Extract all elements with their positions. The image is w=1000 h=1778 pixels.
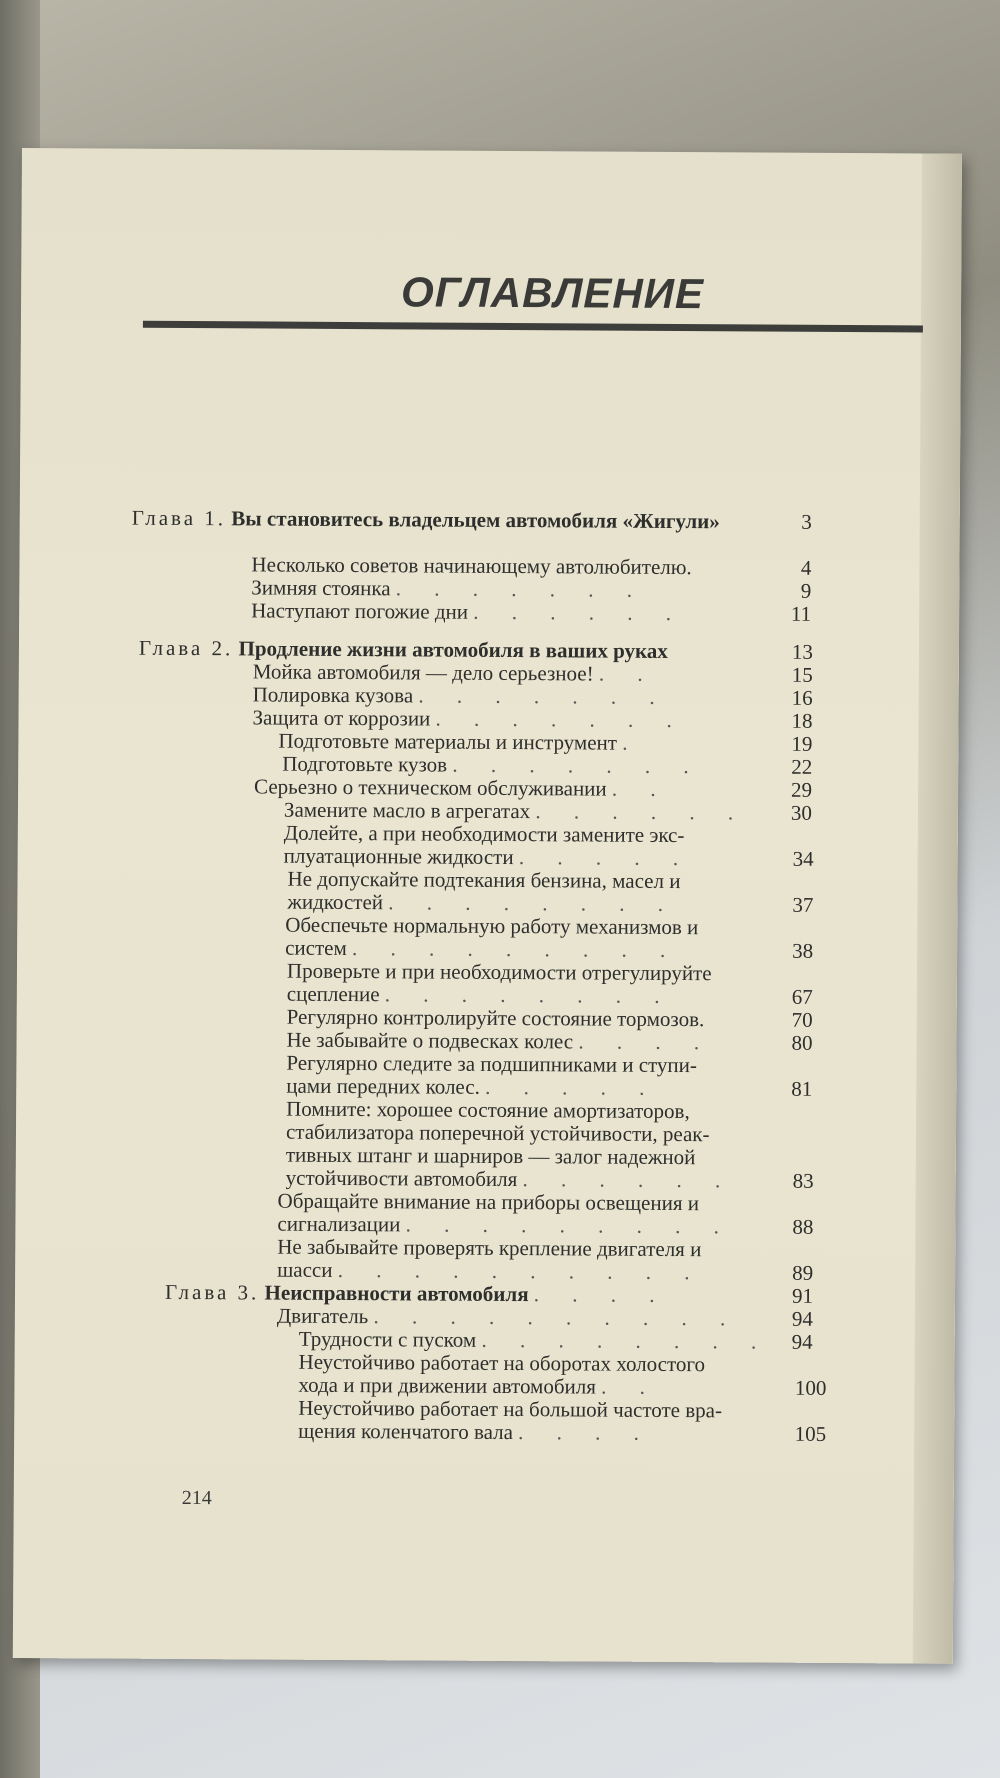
toc-page-number: 16 <box>791 685 813 710</box>
toc-page-number: 29 <box>791 777 813 802</box>
toc-item: Несколько советов начинающему автолюбителю. <box>251 552 692 580</box>
toc-item: устойчивости автомобиля . . . . . . <box>285 1165 735 1193</box>
toc-page-number: 15 <box>791 662 813 687</box>
toc-item: Замените масло в агрегатах . . . . . . <box>283 797 748 825</box>
chapter-label: Глава 3. <box>164 1279 260 1305</box>
toc-item: Регулярно контролируйте состояние тормозов. <box>286 1004 705 1032</box>
toc-item: Трудности с пуском . . . . . . . . <box>298 1326 771 1354</box>
chapter-title: Вы становитесь владельцем автомобиля «Жигули» <box>231 506 720 534</box>
toc-page-number: 105 <box>794 1421 827 1446</box>
toc-item-text: Серьезно о техническом обслуживании <box>254 774 607 801</box>
chapter-title: Продление жизни автомобиля в ваших руках <box>238 636 668 663</box>
toc-item: сигнализации . . . . . . . . . <box>277 1211 733 1239</box>
toc-item-text: Полировка кузова <box>252 682 414 708</box>
toc-item-text: Замените масло в агрегатах <box>283 797 531 824</box>
toc-item-text: Защита от коррозии <box>252 705 431 731</box>
toc-item-text: систем <box>285 935 347 960</box>
toc-item-text: Наступают погожие дни <box>251 598 469 624</box>
book-page <box>13 148 962 1664</box>
toc-item: Серьезно о техническом обслуживании . . <box>254 774 670 801</box>
toc-item-text: сцепление <box>286 981 380 1007</box>
toc-item-text: плуатационные жидкости <box>283 843 514 870</box>
chapter-title: Неисправности автомобиля <box>264 1280 529 1307</box>
toc-chapter-3: Глава 3. Неисправности автомобиля . . . . <box>164 1279 669 1307</box>
toc-item-text: Мойка автомобиля — дело серьезное! <box>252 659 594 686</box>
toc-item: шасси . . . . . . . . . . <box>277 1257 704 1285</box>
chapter-label: Глава 2. <box>138 635 234 661</box>
toc-item-text: шасси <box>277 1257 333 1282</box>
toc-item: Обеспечьте нормальную работу механизмов и <box>285 912 699 940</box>
toc-page-number: 13 <box>791 639 814 664</box>
page-number: 214 <box>181 1487 212 1510</box>
toc-item: плуатационные жидкости . . . . . <box>283 843 693 871</box>
toc-page-number: 94 <box>791 1329 813 1354</box>
toc-item: Регулярно следите за подшипниками и ступи- <box>286 1050 698 1078</box>
toc-item-text: цами передних колес. <box>286 1073 480 1099</box>
chapter-label: Глава 1. <box>131 505 227 531</box>
toc-item: Помните: хорошее состояние амортизаторов, <box>286 1096 690 1124</box>
table-of-contents <box>13 148 962 1664</box>
toc-item: Наступают погожие дни . . . . . . <box>251 598 686 626</box>
toc-item: Не забывайте о подвесках колес . . . . <box>286 1027 714 1055</box>
toc-page-number: 100 <box>794 1375 827 1400</box>
toc-page-number: 22 <box>791 754 813 779</box>
page-title: ОГЛАВЛЕНИЕ <box>400 268 705 318</box>
toc-page-number: 81 <box>791 1076 813 1101</box>
toc-item: щения коленчатого вала . . . . <box>298 1418 654 1445</box>
toc-page-number: 70 <box>791 1007 813 1032</box>
toc-page-number: 91 <box>791 1283 814 1308</box>
toc-item: Проверьте и при необходимости отрегулируйте <box>286 958 712 986</box>
toc-item-text: Трудности с пуском <box>298 1326 477 1352</box>
toc-item: Не забывайте проверять крепление двигателя и <box>277 1234 702 1262</box>
toc-item: жидкостей . . . . . . . . <box>287 889 678 917</box>
toc-item-text: щения коленчатого вала <box>298 1418 514 1445</box>
toc-page-number: 3 <box>801 509 812 534</box>
toc-item-text: Двигатель <box>276 1303 369 1329</box>
toc-item: Мойка автомобиля — дело серьезное! . . <box>252 659 657 686</box>
toc-page-number: 19 <box>791 731 813 756</box>
toc-item: цами передних колес. . . . . . <box>286 1073 659 1100</box>
toc-item-text: Зимняя стоянка <box>251 575 391 601</box>
toc-item: хода и при движении автомобиля . . <box>298 1372 660 1399</box>
toc-item: Зимняя стоянка . . . . . . . <box>251 575 647 602</box>
toc-item: систем . . . . . . . . . <box>285 935 680 963</box>
toc-page-number: 37 <box>792 892 814 917</box>
toc-page-number: 88 <box>792 1214 814 1239</box>
toc-page-number: 11 <box>790 601 812 626</box>
toc-page-number: 4 <box>800 555 812 580</box>
toc-item: Долейте, а при необходимости замените экс- <box>283 820 685 848</box>
toc-item-text: жидкостей <box>287 889 384 915</box>
toc-page-number: 30 <box>790 800 813 825</box>
toc-page-number: 80 <box>791 1030 813 1055</box>
toc-page-number: 34 <box>792 846 814 871</box>
toc-page-number: 18 <box>791 708 813 733</box>
toc-item-text: Не забывайте о подвесках колес <box>286 1027 574 1054</box>
toc-item: сцепление . . . . . . . . <box>286 981 674 1008</box>
toc-page-number: 83 <box>792 1168 814 1193</box>
toc-item: Двигатель . . . . . . . . . . <box>276 1303 740 1331</box>
toc-item: Подготовьте кузов . . . . . . . <box>282 751 703 779</box>
toc-item-text: сигнализации <box>277 1211 401 1237</box>
toc-item: Неустойчиво работает на большой частоте вра- <box>298 1395 723 1423</box>
toc-item-text: Подготовьте материалы и инструмент <box>278 728 618 755</box>
toc-item-text: хода и при движении автомобиля <box>298 1372 597 1399</box>
toc-page-number: 89 <box>792 1260 814 1285</box>
toc-item-text: устойчивости автомобиля <box>285 1165 518 1192</box>
toc-item: Подготовьте материалы и инструмент . <box>278 728 642 755</box>
toc-item: Полировка кузова . . . . . . . <box>252 682 669 709</box>
toc-item: Неустойчиво работает на оборотах холостого <box>298 1349 706 1377</box>
toc-item: Защита от коррозии . . . . . . . <box>252 705 686 733</box>
toc-page-number: 67 <box>791 984 813 1009</box>
toc-item: Не допускайте подтекания бензина, масел и <box>287 866 681 894</box>
toc-page-number: 9 <box>800 578 812 603</box>
toc-page-number: 94 <box>791 1306 813 1331</box>
toc-item: Обращайте внимание на приборы освещения и <box>277 1188 700 1216</box>
toc-page-number: 38 <box>792 938 814 963</box>
toc-item-text: Подготовьте кузов <box>282 751 448 777</box>
toc-chapter-1 <box>132 507 720 533</box>
toc-chapter-2 <box>139 637 668 662</box>
toc-item: стабилизатора поперечной устойчивости, реак- <box>285 1119 710 1147</box>
toc-item: тивных штанг и шарниров — залог надежной <box>285 1142 696 1170</box>
